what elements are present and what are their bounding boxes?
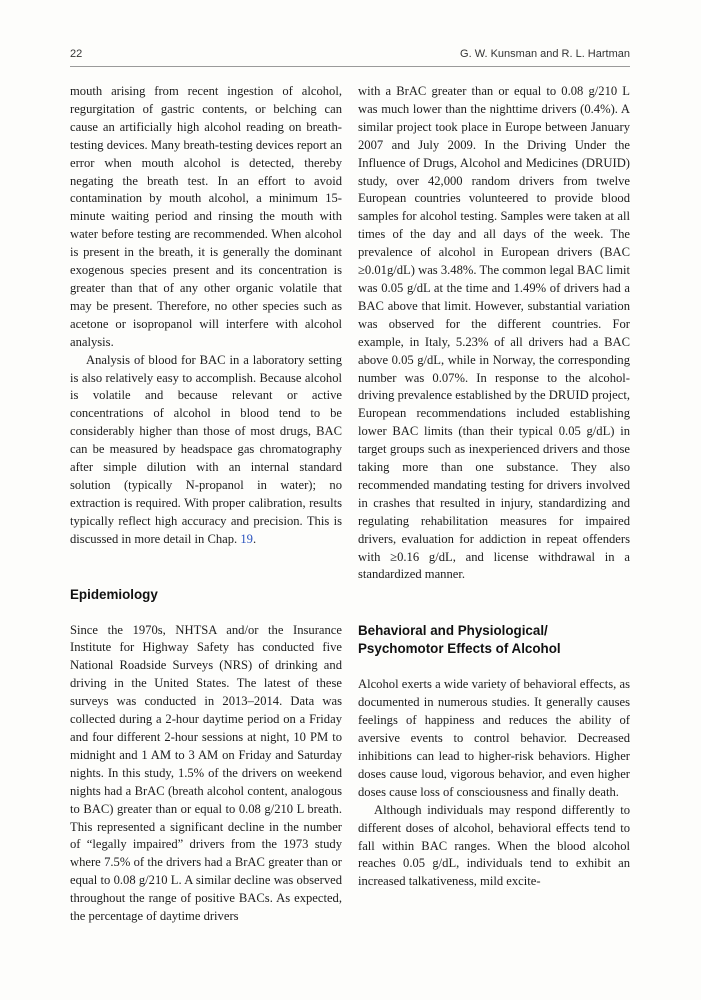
section-heading-epidemiology: Epidemiology bbox=[70, 586, 158, 602]
running-header bbox=[70, 48, 630, 64]
running-header-authors: G. W. Kunsman and R. L. Hartman bbox=[460, 48, 630, 60]
paragraph-blood-analysis-end: . bbox=[252, 531, 257, 546]
chapter-link[interactable]: 19 bbox=[240, 531, 253, 546]
paragraph-blood-analysis bbox=[70, 352, 342, 549]
paragraph-behavioral-effects: Alcohol exerts a wide variety of behavioral effects, as documented in numerous studies. It generally causes feelings of happiness and reduces the ability of aversive events to control behavior. Decreased inhibitions can lead to higher-risk behaviors. Higher doses cause loud, vigorous behavior, and even higher doses cause loss of consciousness and finally death. bbox=[358, 677, 630, 799]
right-column bbox=[358, 83, 630, 891]
paragraph-druid-study: with a BrAC greater than or equal to 0.08 g/210 L was much lower than the nighttime drivers (0.4%). A similar project took place in Europe between January 2007 and July 2009. In the Driving Under the Influence of Drugs, Alcohol and Medicines (DRUID) study, over 42,000 random drivers from twelve European countries volunteered to provide blood samples for alcohol testing. Samples were taken at all times of the day and all days of the week. The prevalence of alcohol in European drivers (BAC ≥0.01g/dL) was 3.48%. The common legal BAC limit was 0.05 g/dL at the time and 1.49% of drivers had a BAC above that limit. However, substantial variation was observed for the different countries. For example, in Italy, 5.23% of all drivers had a BAC above 0.05 g/dL, while in Norway, the corresponding number was 0.07%. In response to the alcohol-driving prevalence established by the DRUID project, European recommendations included establishing lower BAC limits (than their typical 0.05 g/dL) in target groups such as inexperienced drivers and those taking more than one substance. They also recommended mandating testing for drivers involved in crashes that resulted in injury, standardizing and regulating rehabilitation measures for impaired drivers, evaluation for addiction in repeat offenders with ≥0.16 g/dL, and license withdrawal in a standardized manner. bbox=[358, 84, 630, 582]
header-rule bbox=[70, 66, 630, 67]
section-heading-behavioral bbox=[358, 622, 630, 658]
paragraph-bac-ranges: Although individuals may respond differently to different doses of alcohol, behavioral effects tend to fall within BAC ranges. When the blood alcohol reaches 0.05 g/dL, individuals tend to exhibit an increased talkativeness, mild excite- bbox=[358, 802, 630, 889]
section-heading-behavioral-line2: Psychomotor Effects of Alcohol bbox=[358, 641, 561, 657]
page-number: 22 bbox=[70, 48, 83, 60]
paragraph-blood-analysis-text: Analysis of blood for BAC in a laboratory setting is also relatively easy to accomplish. Because alcohol is volatile and because relevant or active concentrations of alcohol in blood tend to be considerably higher than those of most drugs, BAC can be measured by headspace gas chromatography after simple dilution with an internal standard solution (typically N-propanol in water); no extraction is required. With proper calibration, results typically reflect high accuracy and precision. This is discussed in more detail in Chap. bbox=[70, 352, 342, 546]
paragraph-breath-testing: mouth arising from recent ingestion of alcohol, regurgitation of gastric contents, or belching can cause an artificially high alcohol reading on breath-testing devices. Many breath-testing devices report an error when mouth alcohol is detected, thereby negating the breath test. In an effort to avoid contamination by mouth alcohol, a minimum 15-minute waiting period and rinsing the mouth with water before testing are recommended. When alcohol is present in the breath, it is generally the dominant exogenous species present and its concentration is greater than that of any other organic volatile that may be present. Therefore, no other species such as acetone or isopropanol will interfere with alcohol analysis. bbox=[70, 84, 342, 349]
paragraph-roadside-surveys: Since the 1970s, NHTSA and/or the Insurance Institute for Highway Safety has conducted five National Roadside Surveys (NRS) of drinking and driving in the United States. The latest of these surveys was conducted in 2013–2014. Data was collected during a 2-hour daytime period on a Friday and four different 2-hour sessions at night, 10 PM to midnight and 1 AM to 3 AM on Friday and Saturday nights. In this study, 1.5% of the drivers on weekend nights had a BrAC (breath alcohol content, analogous to BAC) greater than or equal to 0.08 g/210 L breath. This represented a significant decline in the number of “legally impaired” drivers from the 1973 study where 7.5% of the drivers had a BrAC greater than or equal to 0.08 g/210 L. A similar decline was observed throughout the range of positive BACs. As expected, the percentage of daytime drivers bbox=[70, 622, 342, 924]
section-heading-behavioral-line1: Behavioral and Physiological/ bbox=[358, 623, 548, 639]
left-column bbox=[70, 83, 342, 926]
